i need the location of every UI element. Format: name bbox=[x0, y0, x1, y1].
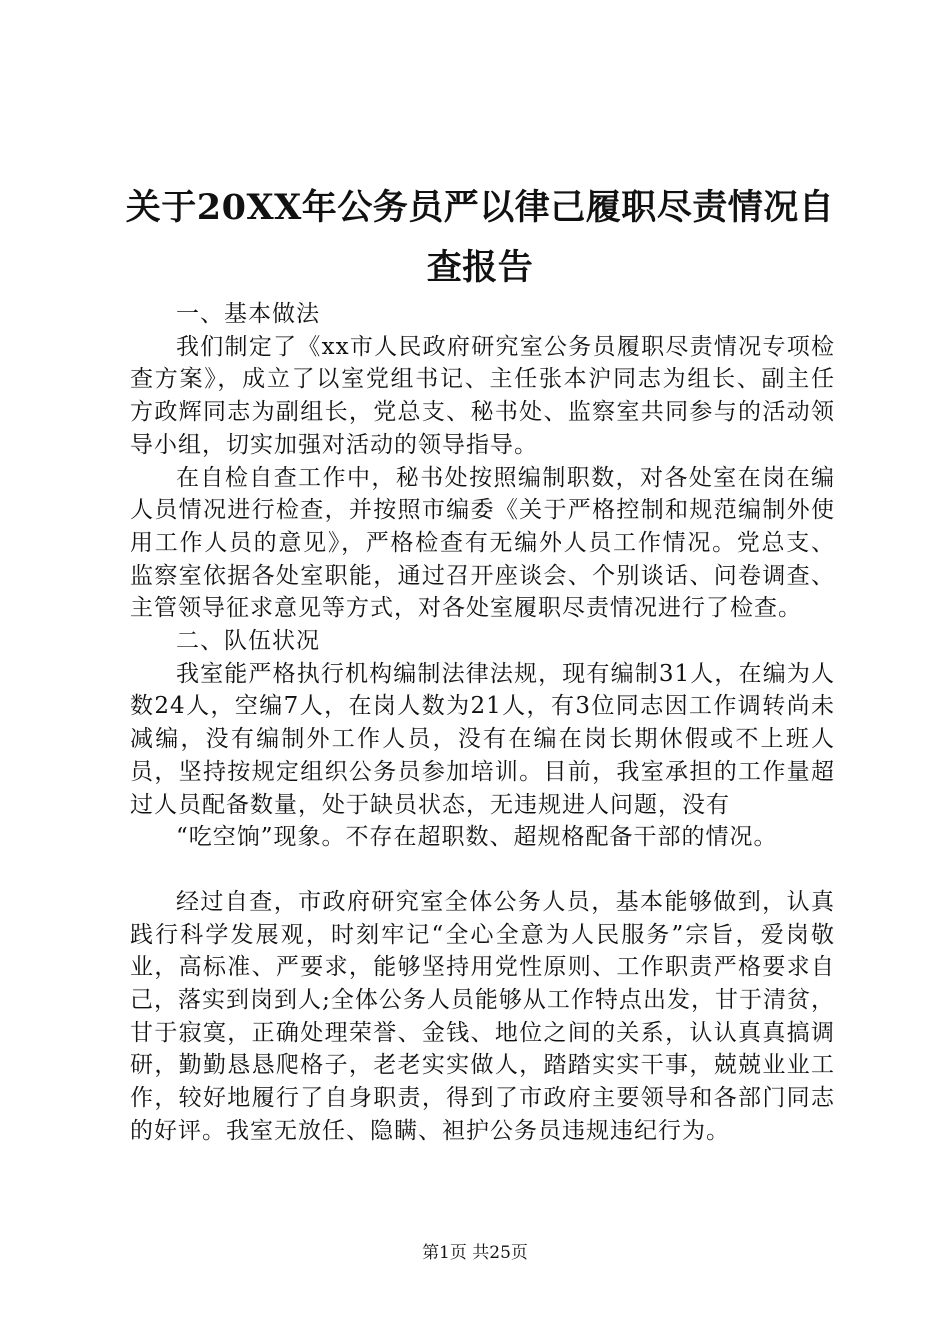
section-heading-team-status: 二、队伍状况 bbox=[176, 628, 320, 655]
page-number-footer: 第1页 共25页 bbox=[422, 1243, 528, 1263]
document-body bbox=[130, 298, 835, 1148]
paragraph: 我们制定了《xx市人民政府研究室公务员履职尽责情况专项检查方案》，成立了以室党组书记、主任张本沪同志为组长、副主任方政辉同志为副组长，党总支、秘书处、监察室共同参与的活动领导小组，切实加强对活动的领导指导。 bbox=[130, 333, 835, 458]
paragraph: “吃空饷”现象。不存在超职数、超规格配备干部的情况。 bbox=[176, 824, 778, 851]
document-title: 关于20XX年公务员严以律己履职尽责情况自查报告 bbox=[125, 187, 835, 288]
section-heading-basic-practice: 一、基本做法 bbox=[176, 301, 320, 327]
paragraph: 在自检自查工作中，秘书处按照编制职数，对各处室在岗在编人员情况进行检查，并按照市编委《关于严格控制和规范编制外使用工作人员的意见》，严格检查有无编外人员工作情况。党总支、监察室依据各处室职能，通过召开座谈会、个别谈话、问卷调查、主管领导征求意见等方式，对各处室履职尽责情况进行了检查。 bbox=[130, 464, 835, 622]
paragraph: 经过自查，市政府研究室全体公务人员，基本能够做到，认真践行科学发展观，时刻牢记“全心全意为人民服务”宗旨，爱岗敬业，高标准、严要求，能够坚持用党性原则、工作职责严格要求自己，落实到岗到人;全体公务人员能够从工作特点出发，甘于清贫，甘于寂寞，正确处理荣誉、金钱、地位之间的关系，认认真真搞调研，勤勤恳恳爬格子，老老实实做人，踏踏实实干事，兢兢业业工作，较好地履行了自身职责，得到了市政府主要领导和各部门同志的好评。我室无放任、隐瞒、袒护公务员违规违纪行为。 bbox=[130, 888, 835, 1144]
paragraph: 我室能严格执行机构编制法律法规，现有编制31人，在编为人数24人，空编7人，在岗人数为21人，有3位同志因工作调转尚未减编，没有编制外工作人员，没有在编在岗长期休假或不上班人员，坚持按规定组织公务员参加培训。目前，我室承担的工作量超过人员配备数量，处于缺员状态，无违规进人问题，没有 bbox=[130, 660, 835, 818]
